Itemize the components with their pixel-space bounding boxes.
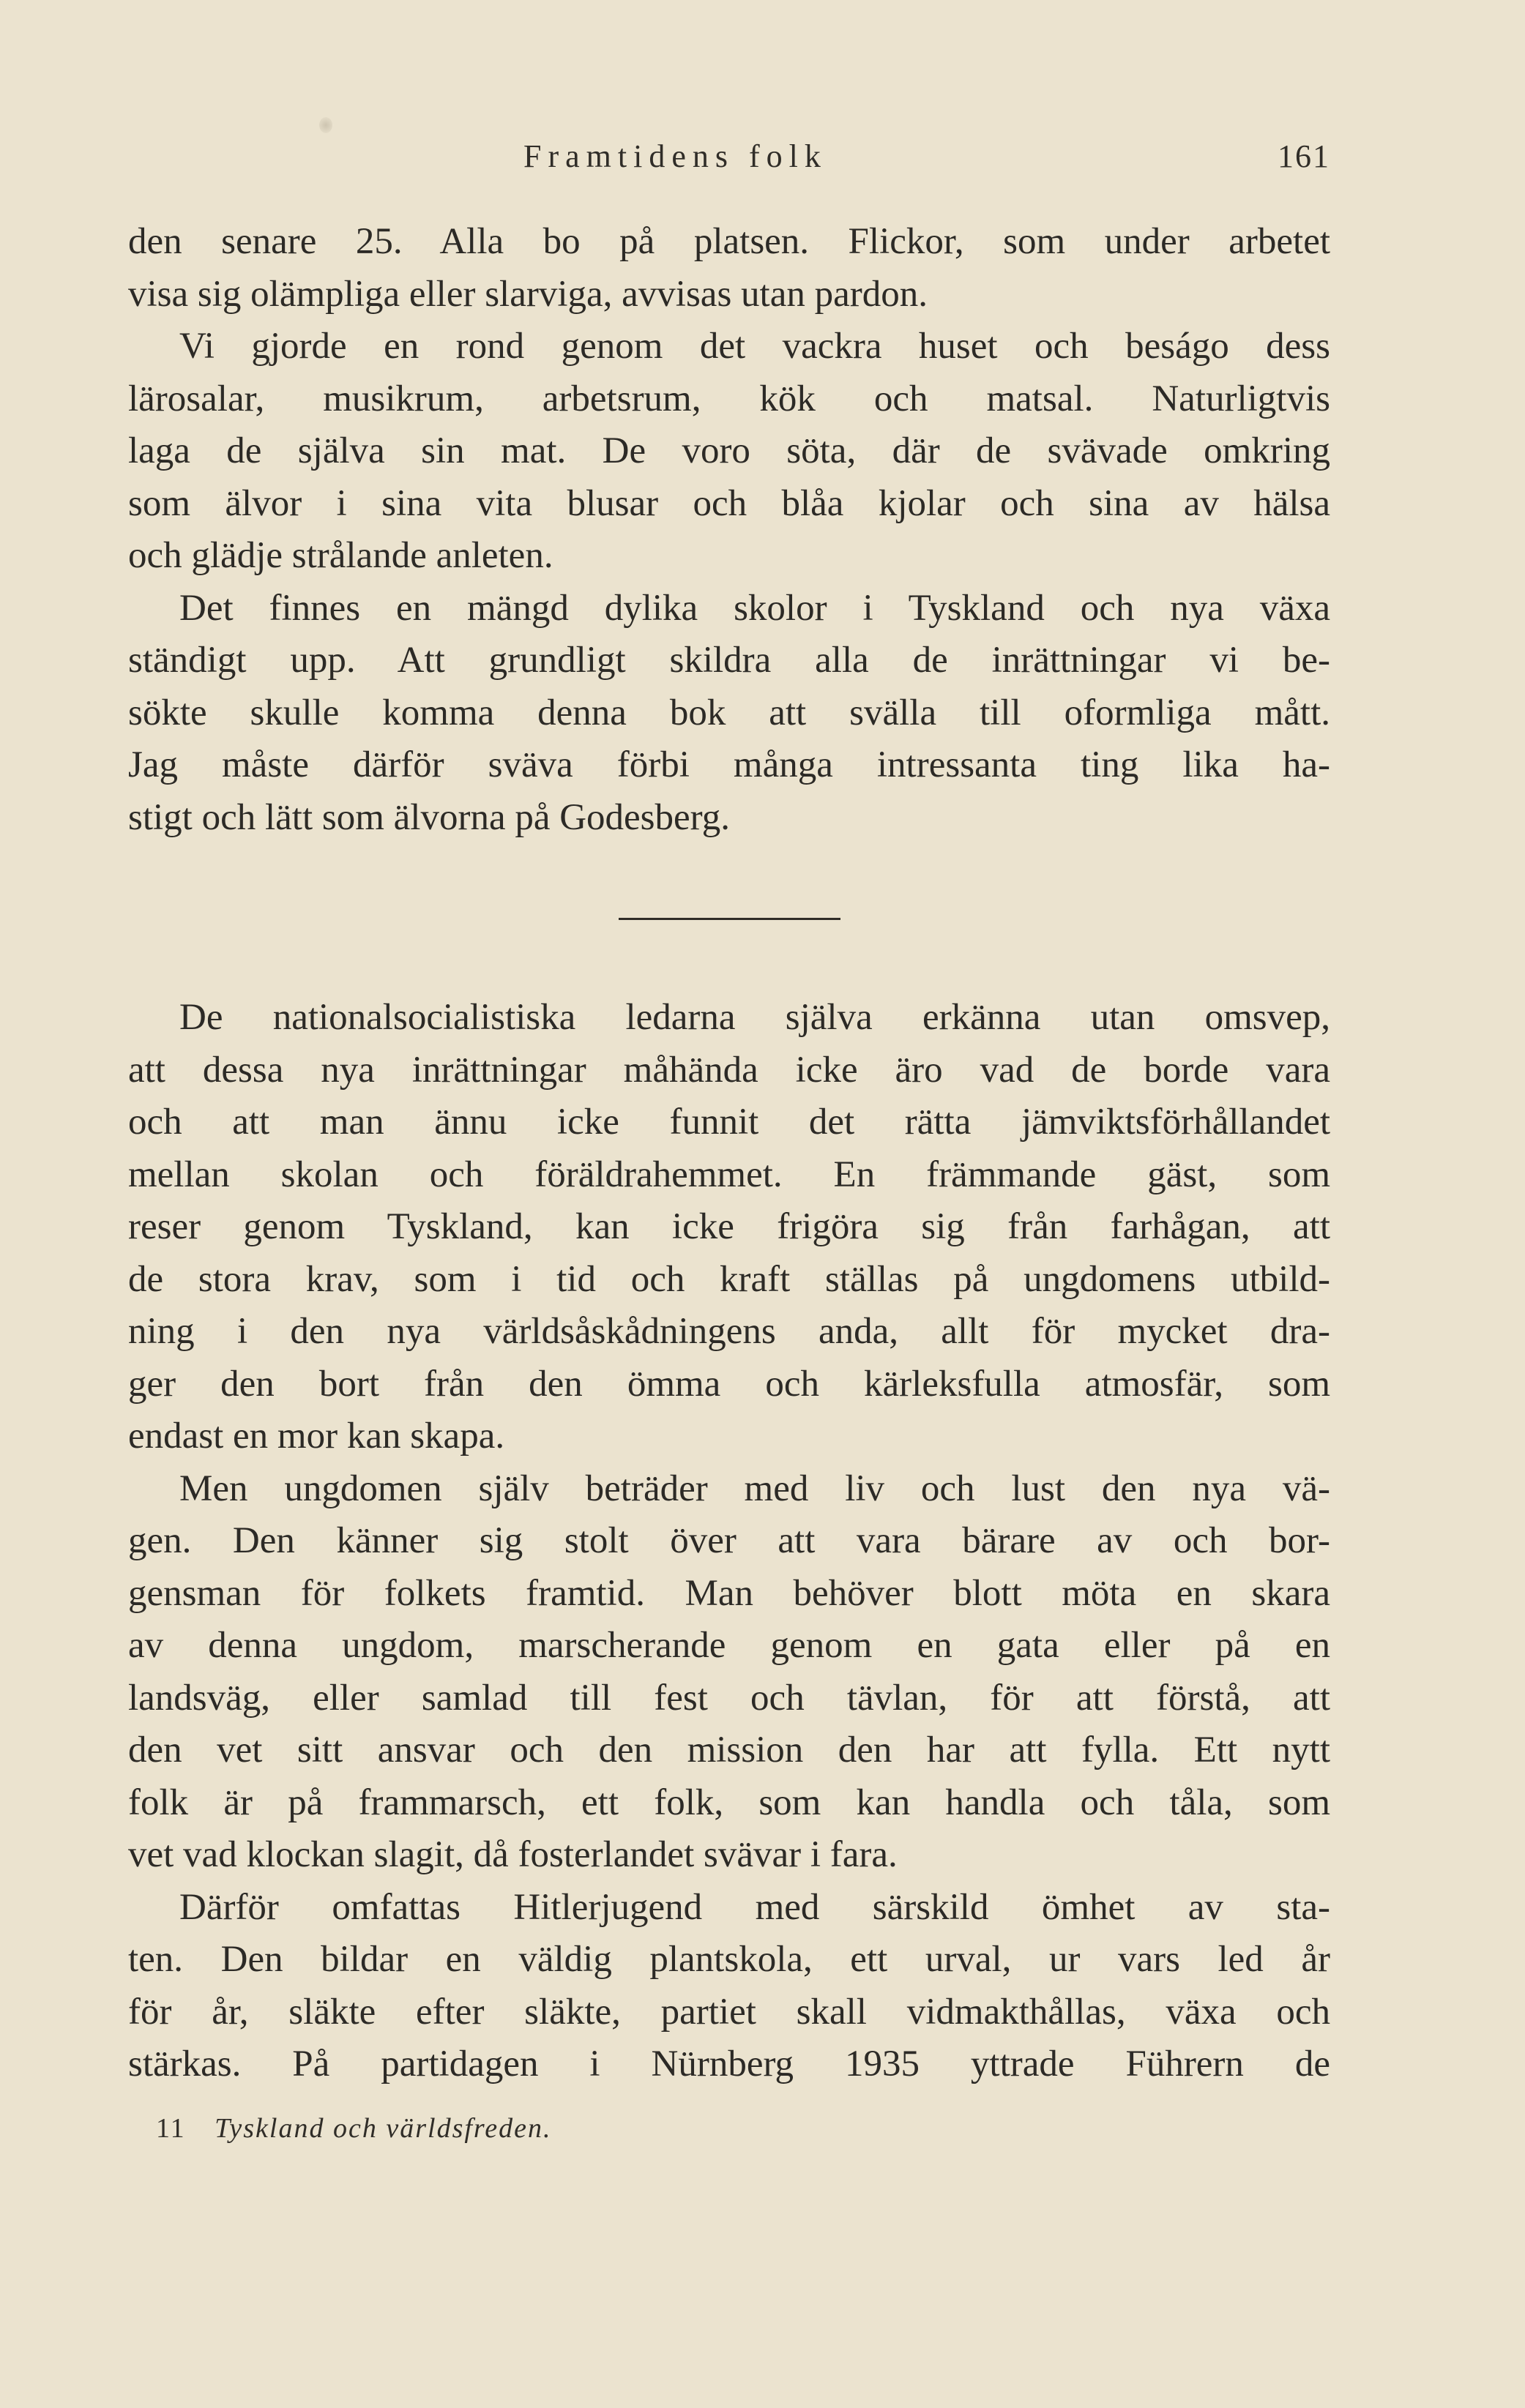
text-line: ständigt upp. Att grundligt skildra alla de inrättningar vi be- <box>128 640 1330 681</box>
text-line: av denna ungdom, marscherande genom en gata eller på en <box>128 1625 1330 1666</box>
signature-number: 11 <box>156 2113 186 2144</box>
text-line: endast en mor kan skapa. <box>128 1416 505 1457</box>
text-line: och glädje strålande anleten. <box>128 535 553 576</box>
text-line: Vi gjorde en rond genom det vackra huset och beságo dess <box>179 326 1330 367</box>
text-section-1 <box>128 216 1330 844</box>
text-line: reser genom Tyskland, kan icke frigöra sig från farhågan, att <box>128 1206 1330 1247</box>
text-line: som älvor i sina vita blusar och blåa kjolar och sina av hälsa <box>128 482 1330 524</box>
page-number: 161 <box>1278 138 1330 174</box>
text-line: stärkas. På partidagen i Nürnberg 1935 yttrade Führern de <box>128 2044 1330 2084</box>
text-line: De nationalsocialistiska ledarna själva erkänna utan omsvep, <box>179 997 1330 1038</box>
text-line: den senare 25. Alla bo på platsen. Flickor, som under arbetet <box>128 221 1330 262</box>
text-line: den vet sitt ansvar och den mission den har att fylla. Ett nytt <box>128 1730 1330 1771</box>
text-line: mellan skolan och föräldrahemmet. En främmande gäst, som <box>128 1153 1330 1195</box>
text-line: och att man ännu icke funnit det rätta jämviktsförhållandet <box>128 1102 1330 1143</box>
text-line: Det finnes en mängd dylika skolor i Tyskland och nya växa <box>179 587 1330 629</box>
text-section-2 <box>128 992 1330 2091</box>
ink-smudge <box>319 117 332 133</box>
text-line: Därför omfattas Hitlerjugend med särskild ömhet av sta- <box>179 1886 1330 1928</box>
text-line: vet vad klockan slagit, då fosterlandet svävar i fara. <box>128 1834 898 1875</box>
text-line: gensman för folkets framtid. Man behöver blott möta en skara <box>128 1572 1330 1614</box>
text-line: Jag måste därför sväva förbi många intressanta ting lika ha- <box>128 744 1330 785</box>
text-line: laga de själva sin mat. De voro söta, där de svävade omkring <box>128 430 1330 471</box>
text-line: lärosalar, musikrum, arbetsrum, kök och matsal. Naturligtvis <box>128 378 1330 419</box>
text-line: de stora krav, som i tid och kraft ställas på ungdomens utbild- <box>128 1258 1330 1300</box>
text-line: folk är på frammarsch, ett folk, som kan handla och tåla, som <box>128 1781 1330 1823</box>
text-line: ger den bort från den ömma och kärleksfulla atmosfär, som <box>128 1363 1330 1405</box>
text-line: ten. Den bildar en väldig plantskola, ett urval, ur vars led år <box>128 1939 1330 1980</box>
section-divider <box>619 918 840 920</box>
text-line: gen. Den känner sig stolt över att vara bärare av och bor- <box>128 1520 1330 1561</box>
text-line: ning i den nya världsåskådningens anda, allt för mycket dra- <box>128 1311 1330 1352</box>
text-line: att dessa nya inrättningar måhända icke äro vad de borde vara <box>128 1049 1330 1091</box>
text-line: stigt och lätt som älvorna på Godesberg. <box>128 796 730 838</box>
text-line: sökte skulle komma denna bok att svälla till oformliga mått. <box>128 692 1330 733</box>
signature-title: Tyskland och världsfreden. <box>215 2113 552 2144</box>
signature-footer <box>156 2112 552 2145</box>
text-line: landsväg, eller samlad till fest och tävlan, för att förstå, att <box>128 1677 1330 1719</box>
running-title: Framtidens folk <box>523 138 827 174</box>
text-line: visa sig olämpliga eller slarviga, avvisas utan pardon. <box>128 273 928 315</box>
text-line: Men ungdomen själv beträder med liv och lust den nya vä- <box>179 1467 1330 1509</box>
page-header <box>128 138 1330 182</box>
text-line: för år, släkte efter släkte, partiet skall vidmakthållas, växa och <box>128 1991 1330 2033</box>
